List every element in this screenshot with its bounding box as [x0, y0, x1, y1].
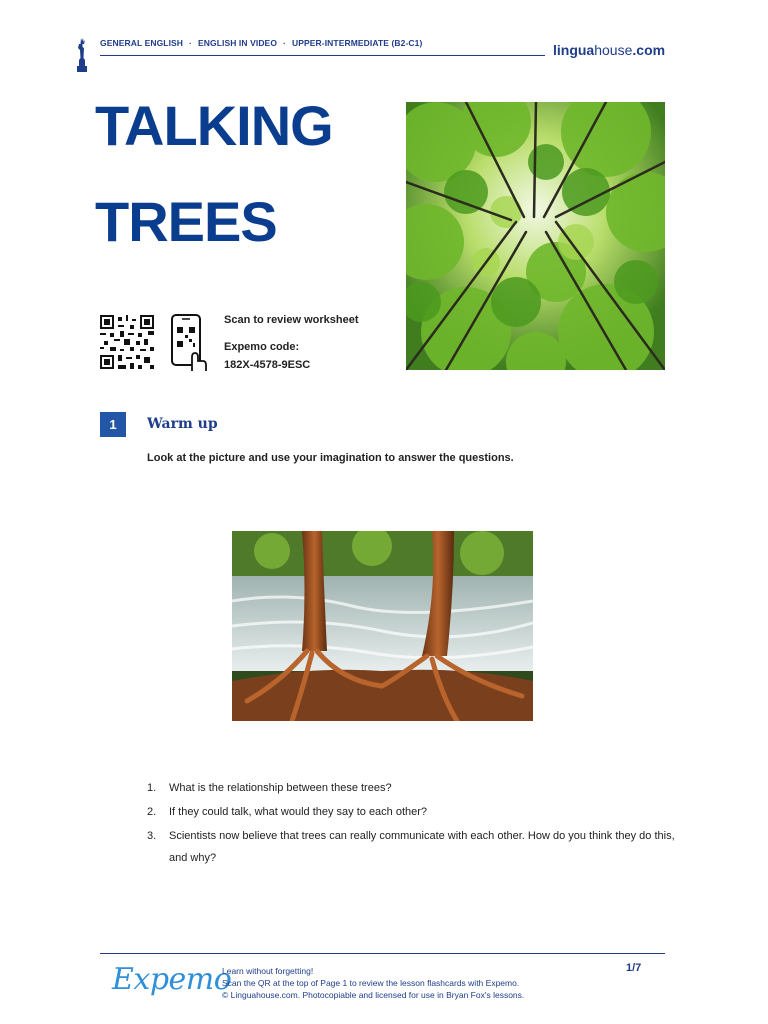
footer-tagline: Learn without forgetting! — [222, 966, 314, 976]
expemo-code-label: Expemo code: — [224, 341, 300, 353]
brand-part-house: house — [594, 42, 633, 58]
question-text: Scientists now believe that trees can really communicate with each other. How do you think they do this, and why? — [169, 830, 675, 864]
section-instruction: Look at the picture and use your imagination to answer the questions. — [147, 452, 514, 464]
statue-of-liberty-icon — [76, 38, 88, 72]
brand-logo[interactable] — [553, 42, 665, 58]
breadcrumb-english-in-video[interactable]: ENGLISH IN VIDEO — [197, 38, 278, 48]
qr-code-icon[interactable] — [100, 315, 154, 369]
phone-scan-icon — [170, 313, 208, 371]
forest-canopy-image — [406, 102, 665, 370]
expemo-code-value: 182X-4578-9ESC — [224, 359, 311, 371]
question-number: 2. — [147, 806, 157, 818]
question-item — [147, 801, 677, 823]
footer-qr-note: Scan the QR at the top of Page 1 to review the lesson flashcards with Expemo. — [222, 978, 520, 988]
brand-part-lingua: lingua — [553, 42, 595, 58]
question-text: If they could talk, what would they say to each other? — [169, 806, 428, 818]
question-item — [147, 825, 677, 869]
question-item — [147, 777, 677, 799]
question-text: What is the relationship between these trees? — [169, 782, 392, 794]
brand-part-com: .com — [632, 42, 666, 58]
header-divider — [100, 55, 545, 56]
breadcrumb — [100, 38, 422, 48]
page-title-line-2: TREES — [95, 190, 277, 253]
tree-roots-river-image — [232, 531, 533, 721]
question-number: 1. — [147, 782, 157, 794]
footer-text — [222, 965, 524, 1001]
scan-to-review-label: Scan to review worksheet — [224, 314, 359, 326]
footer-divider — [100, 953, 665, 954]
breadcrumb-general-english[interactable]: GENERAL ENGLISH — [100, 38, 184, 48]
question-number: 3. — [147, 830, 157, 842]
page-title-line-1: TALKING — [95, 94, 333, 157]
expemo-logo[interactable]: Expemo — [112, 962, 232, 997]
breadcrumb-separator: · — [283, 38, 286, 48]
breadcrumb-level[interactable]: UPPER-INTERMEDIATE (B2-C1) — [291, 38, 423, 48]
section-title: Warm up — [147, 416, 218, 432]
section-number-badge: 1 — [100, 412, 126, 437]
footer-copyright: © Linguahouse.com. Photocopiable and licensed for use in Bryan Fox's lessons. — [222, 990, 525, 1000]
page-number: 1/7 — [626, 962, 642, 974]
breadcrumb-separator: · — [189, 38, 192, 48]
